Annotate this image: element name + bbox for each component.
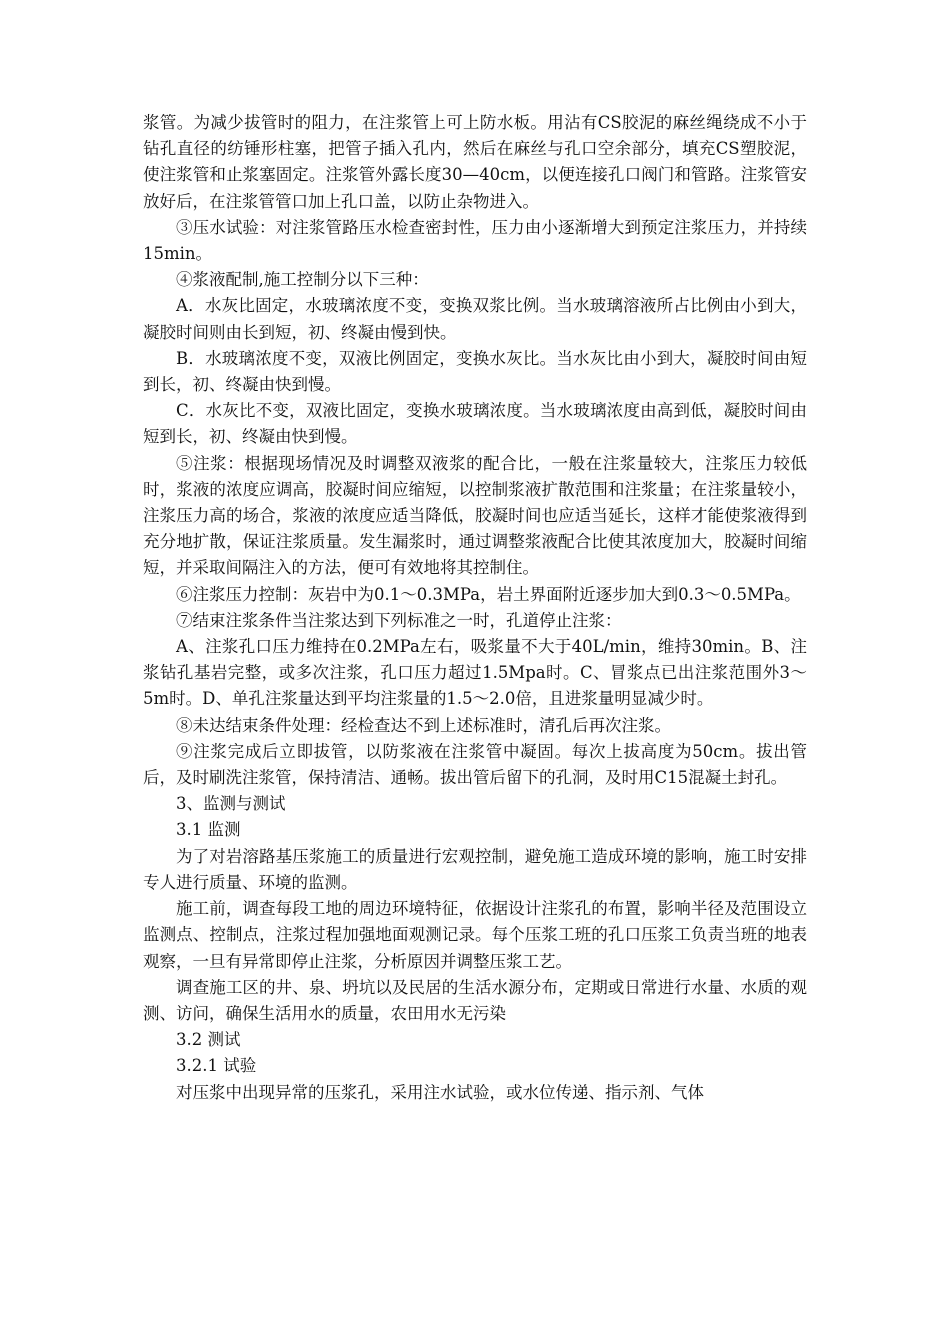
heading-monitoring: 3.1 监测 bbox=[176, 820, 241, 840]
paragraph-pressure-water-test: ③压水试验：对注浆管路压水检查密封性，压力由小逐渐增大到预定注浆压力，并持续15min。 bbox=[143, 217, 807, 264]
paragraph-grouting: ⑤注浆：根据现场情况及时调整双液浆的配合比，一般在注浆量较大，注浆压力较低时，浆液的浓度应调高，胶凝时间应缩短，以控制浆液扩散范围和注浆量；在注浆量较小，注浆压力高的场合，浆液的浓度应适当降低，胶凝时间也应适当延长，这样才能使浆液得到充分地扩散，保证注浆质量。发生漏浆时，通过调整浆液配合比使其浓度加大，胶凝时间缩短，并采取间隔注入的方法，便可有效地将其控制住。 bbox=[143, 453, 807, 578]
paragraph-water-source-survey: 调查施工区的井、泉、坍坑以及民居的生活水源分布，定期或日常进行水量、水质的观测、访问，确保生活用水的质量，农田用水无污染 bbox=[143, 977, 807, 1023]
paragraph-quality-monitoring: 为了对岩溶路基压浆施工的质量进行宏观控制，避免施工造成环境的影响，施工时安排专人进行质量、环境的监测。 bbox=[143, 846, 807, 892]
paragraph-pressure-control: ⑥注浆压力控制：灰岩中为0.1～0.3MPa，岩土界面附近逐步加大到0.3～0.5MPa。 bbox=[176, 584, 801, 604]
paragraph-unmet-conditions: ⑧未达结束条件处理：经检查达不到上述标准时，清孔后再次注浆。 bbox=[176, 715, 671, 735]
heading-monitoring-and-testing: 3、监测与测试 bbox=[176, 794, 286, 814]
paragraph-option-c: C．水灰比不变，双液比固定，变换水玻璃浓度。当水玻璃浓度由高到低，凝胶时间由短到长，初、终凝由快到慢。 bbox=[143, 401, 807, 447]
heading-experiment: 3.2.1 试验 bbox=[176, 1056, 257, 1076]
paragraph-slurry-preparation: ④浆液配制,施工控制分以下三种： bbox=[176, 270, 429, 290]
paragraph-pre-construction-survey: 施工前，调查每段工地的周边环境特征，依据设计注浆孔的布置，影响半径及范围设立监测点、控制点，注浆过程加强地面观测记录。每个压浆工班的孔口压浆工负责当班的地表观察，一旦有异常即停止注浆，分析原因并调整压浆工艺。 bbox=[143, 899, 807, 971]
document-page bbox=[143, 110, 807, 1106]
paragraph-pipe-removal: ⑨注浆完成后立即拔管，以防浆液在注浆管中凝固。每次上拔高度为50cm。拔出管后，及时刷洗注浆管，保持清洁、通畅。拔出管后留下的孔洞，及时用C15混凝土封孔。 bbox=[143, 741, 807, 788]
paragraph-end-criteria: A、注浆孔口压力维持在0.2MPa左右，吸浆量不大于40L/min，维持30min。B、注浆钻孔基岩完整，或多次注浆，孔口压力超过1.5Mpa时。C、冒浆点已出注浆范围外3～5m时。D、单孔注浆量达到平均注浆量的1.5～2.0倍，且进浆量明显减少时。 bbox=[143, 637, 807, 709]
paragraph-option-b: B．水玻璃浓度不变，双液比例固定，变换水灰比。当水灰比由小到大，凝胶时间由短到长，初、终凝由快到慢。 bbox=[143, 348, 807, 395]
paragraph-abnormal-hole-testing: 对压浆中出现异常的压浆孔，采用注水试验，或水位传递、指示剂、气体 bbox=[176, 1082, 704, 1102]
paragraph-grout-pipe-installation: 浆管。为减少拔管时的阻力，在注浆管上可上防水板。用沾有CS胶泥的麻丝绳绕成不小于钻孔直径的纺锤形柱塞，把管子插入孔内，然后在麻丝与孔口空余部分，填充CS塑胶泥，使注浆管和止浆塞固定。注浆管外露长度30—40cm，以便连接孔口阀门和管路。注浆管安放好后，在注浆管管口加上孔口盖，以防止杂物进入。 bbox=[143, 113, 807, 211]
paragraph-option-a: A．水灰比固定，水玻璃浓度不变，变换双浆比例。当水玻璃溶液所占比例由小到大，凝胶时间则由长到短，初、终凝由慢到快。 bbox=[143, 296, 807, 342]
heading-testing: 3.2 测试 bbox=[176, 1030, 241, 1050]
paragraph-end-conditions: ⑦结束注浆条件当注浆达到下列标准之一时，孔道停止注浆： bbox=[176, 610, 622, 630]
